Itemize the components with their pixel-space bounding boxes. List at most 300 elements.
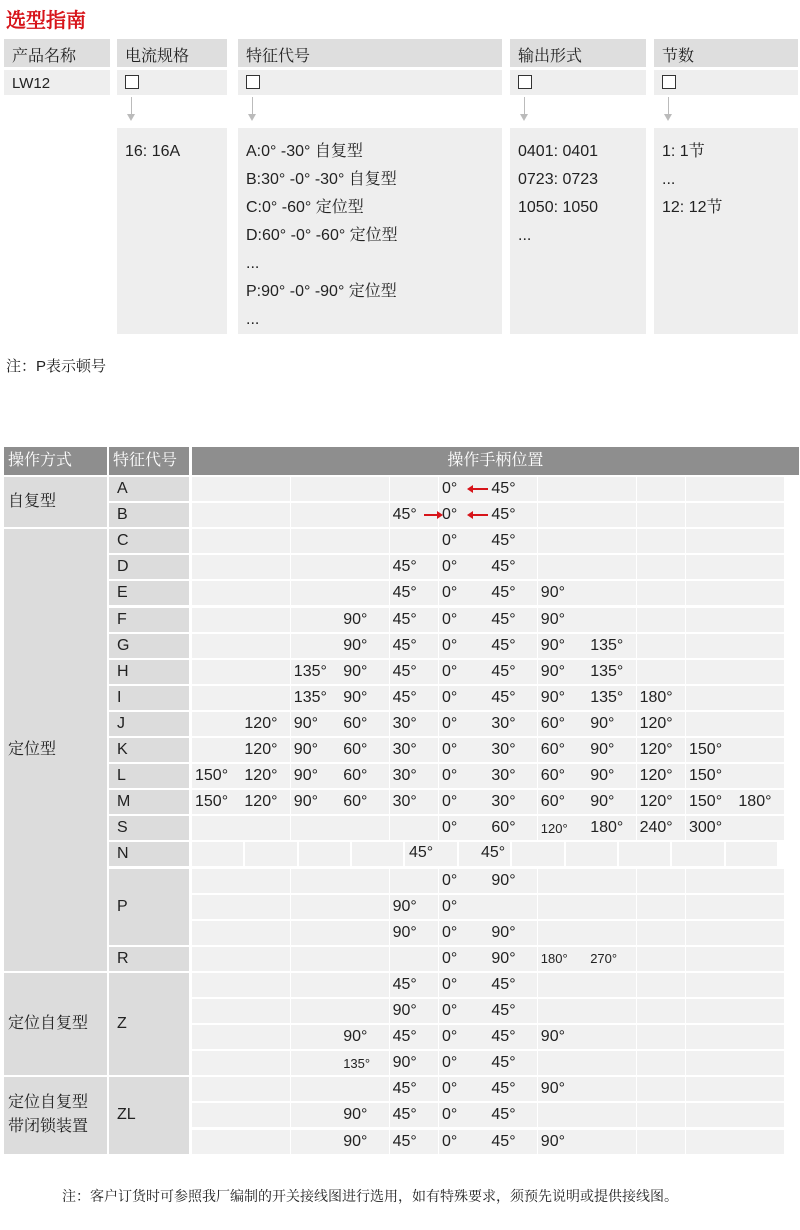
connector-line	[131, 97, 132, 115]
option-line: 16: 16A	[125, 143, 181, 160]
position-cell: 90°	[587, 764, 636, 788]
position-cell: 300°	[686, 816, 735, 840]
option-line: C:0° -60° 定位型	[246, 199, 364, 216]
value-current-spec	[117, 70, 227, 95]
position-cell: 45°	[488, 1103, 537, 1127]
position-cell	[587, 1077, 636, 1101]
feature-code-cell: K	[109, 738, 189, 762]
position-cell: 180°	[735, 790, 784, 814]
connector-line	[668, 97, 669, 115]
position-cell: 120°	[637, 790, 686, 814]
position-cell	[735, 816, 784, 840]
position-cell: 45°	[488, 999, 537, 1023]
position-cell: 60°	[340, 764, 389, 788]
position-cell: 60°	[538, 712, 587, 736]
position-cell: 30°	[488, 790, 537, 814]
position-cell: 90°	[291, 790, 340, 814]
position-cell: 0°	[439, 503, 488, 527]
position-cell	[686, 869, 735, 893]
position-cell: 0°	[439, 608, 488, 632]
position-cell	[637, 581, 686, 605]
position-cell	[192, 973, 241, 997]
position-cell	[291, 529, 340, 553]
position-cell: 45°	[390, 973, 439, 997]
position-cell	[587, 1130, 636, 1154]
position-cell: 90°	[291, 738, 340, 762]
position-cell	[735, 764, 784, 788]
position-cell	[686, 503, 735, 527]
position-cell: 0°	[439, 686, 488, 710]
position-cell	[192, 634, 241, 658]
position-cell	[735, 660, 784, 684]
down-arrow-icon	[127, 114, 135, 121]
position-cell: 45°	[488, 555, 537, 579]
position-cell: 45°	[488, 1077, 537, 1101]
position-cell	[291, 477, 340, 501]
position-cell	[192, 1130, 241, 1154]
table-header-feature-code: 特征代号	[109, 447, 189, 475]
position-cell	[241, 1051, 290, 1075]
position-cell: 30°	[390, 712, 439, 736]
position-cell	[192, 581, 241, 605]
position-cell	[686, 1077, 735, 1101]
position-cell	[735, 634, 784, 658]
product-value: LW12	[4, 70, 110, 95]
position-cell	[291, 503, 340, 527]
position-cell	[192, 608, 241, 632]
position-cell	[587, 973, 636, 997]
feature-code-cell: N	[109, 842, 189, 866]
position-cell	[241, 869, 290, 893]
position-cell: 120°	[241, 790, 290, 814]
position-cell: 0°	[439, 764, 488, 788]
position-cell: 0°	[439, 1025, 488, 1049]
position-cell	[735, 1130, 784, 1154]
option-line: P:90° -0° -90° 定位型	[246, 283, 397, 300]
value-feature-code	[238, 70, 502, 95]
position-cell	[241, 555, 290, 579]
position-cell	[637, 529, 686, 553]
position-cell: 45°	[488, 529, 537, 553]
position-cell	[340, 555, 389, 579]
position-cell: 0°	[439, 477, 488, 501]
position-cell	[735, 503, 784, 527]
position-cell: 60°	[340, 712, 389, 736]
position-cell: 240°	[637, 816, 686, 840]
position-cell	[488, 895, 537, 919]
position-cell	[192, 869, 241, 893]
position-cell	[192, 999, 241, 1023]
feature-code-cell: F	[109, 608, 189, 632]
position-cell: 90°	[390, 999, 439, 1023]
position-cell: 120°	[241, 764, 290, 788]
position-cell: 60°	[538, 790, 587, 814]
position-cell: 120°	[538, 816, 587, 840]
feature-code-cell: L	[109, 764, 189, 788]
position-cell	[291, 581, 340, 605]
header-feature-code: 特征代号	[238, 39, 502, 67]
position-cell	[637, 555, 686, 579]
position-cell: 45°	[488, 634, 537, 658]
position-cell: 90°	[538, 608, 587, 632]
operation-mode-cell: 定位型	[4, 529, 107, 971]
position-cell	[299, 842, 350, 866]
position-cell	[291, 999, 340, 1023]
page-title: 选型指南	[6, 10, 86, 32]
placeholder-box-icon	[125, 75, 139, 89]
position-cell: 45°	[390, 686, 439, 710]
position-cell: 0°	[439, 895, 488, 919]
position-cell: 150°	[192, 764, 241, 788]
position-cell	[291, 608, 340, 632]
placeholder-box-icon	[662, 75, 676, 89]
position-cell	[340, 581, 389, 605]
position-cell	[291, 921, 340, 945]
position-cell	[686, 660, 735, 684]
feature-code-cell: R	[109, 947, 189, 971]
position-cell	[637, 1130, 686, 1154]
position-cell: 120°	[241, 712, 290, 736]
position-cell	[686, 634, 735, 658]
position-cell: 0°	[439, 1051, 488, 1075]
position-cell	[686, 686, 735, 710]
position-cell	[686, 1130, 735, 1154]
current-options	[117, 128, 227, 334]
option-line: ...	[246, 255, 260, 272]
position-cell	[291, 869, 340, 893]
position-cell	[686, 1051, 735, 1075]
position-cell	[637, 895, 686, 919]
position-cell: 120°	[241, 738, 290, 762]
option-line: ...	[246, 311, 260, 328]
position-cell: 90°	[340, 1103, 389, 1127]
position-cell: 60°	[340, 738, 389, 762]
position-cell	[735, 608, 784, 632]
position-cell: 150°	[192, 790, 241, 814]
connector-line	[524, 97, 525, 115]
position-cell: 90°	[538, 686, 587, 710]
position-cell	[241, 947, 290, 971]
position-cell: 0°	[439, 712, 488, 736]
position-cell	[241, 895, 290, 919]
position-cell	[291, 1103, 340, 1127]
position-cell: 90°	[340, 608, 389, 632]
table-header-handle-position: 操作手柄位置	[192, 447, 799, 475]
position-cell	[291, 1077, 340, 1101]
position-cell	[352, 842, 403, 866]
feature-code-cell: B	[109, 503, 189, 527]
position-cell	[192, 1077, 241, 1101]
position-cell: 60°	[488, 816, 537, 840]
position-cell: 90°	[340, 1025, 389, 1049]
position-cell	[637, 1051, 686, 1075]
position-cell	[192, 686, 241, 710]
operation-mode-cell: 定位自复型	[4, 973, 107, 1075]
position-cell	[192, 477, 241, 501]
position-cell	[538, 869, 587, 893]
position-cell	[241, 581, 290, 605]
position-cell: 0°	[439, 869, 488, 893]
section-options	[654, 128, 798, 334]
position-cell	[637, 1103, 686, 1127]
position-cell: 0°	[439, 816, 488, 840]
position-cell: 30°	[390, 790, 439, 814]
position-cell: 45°	[488, 608, 537, 632]
position-cell	[241, 999, 290, 1023]
position-cell	[340, 816, 389, 840]
position-cell: 90°	[340, 634, 389, 658]
position-cell	[192, 1051, 241, 1075]
option-line: ...	[518, 227, 532, 244]
position-cell: 90°	[340, 686, 389, 710]
position-cell: 90°	[390, 921, 439, 945]
position-cell	[735, 999, 784, 1023]
position-cell: 0°	[439, 738, 488, 762]
note-top: 注：P表示顿号	[6, 358, 107, 375]
position-cell: 270°	[587, 947, 636, 971]
position-cell: 45°	[488, 477, 537, 501]
position-cell	[192, 529, 241, 553]
position-cell: 30°	[488, 764, 537, 788]
position-cell: 0°	[439, 1130, 488, 1154]
position-cell	[291, 895, 340, 919]
position-cell	[241, 1077, 290, 1101]
position-cell: 0°	[439, 634, 488, 658]
option-line: D:60° -0° -60° 定位型	[246, 227, 398, 244]
position-cell	[192, 712, 241, 736]
position-cell: 30°	[390, 764, 439, 788]
position-cell: 30°	[488, 712, 537, 736]
position-cell	[686, 947, 735, 971]
position-cell	[340, 921, 389, 945]
position-cell	[340, 503, 389, 527]
position-cell: 90°	[587, 712, 636, 736]
feature-options	[238, 128, 502, 334]
position-cell	[637, 608, 686, 632]
position-cell	[291, 555, 340, 579]
position-cell	[192, 842, 243, 866]
position-cell	[686, 973, 735, 997]
feature-code-cell: C	[109, 529, 189, 553]
position-cell: 135°	[587, 660, 636, 684]
position-cell	[686, 921, 735, 945]
position-cell	[735, 738, 784, 762]
placeholder-box-icon	[518, 75, 532, 89]
position-cell	[291, 634, 340, 658]
position-cell: 135°	[340, 1051, 389, 1075]
return-arrow-icon	[424, 514, 438, 516]
position-cell	[735, 921, 784, 945]
position-cell	[637, 869, 686, 893]
position-cell: 90°	[538, 581, 587, 605]
position-cell: 45°	[488, 581, 537, 605]
position-cell	[587, 869, 636, 893]
position-cell	[192, 660, 241, 684]
operation-table	[4, 447, 790, 1162]
position-cell	[192, 555, 241, 579]
position-cell	[241, 973, 290, 997]
position-cell	[340, 869, 389, 893]
option-line: 0401: 0401	[518, 143, 599, 160]
position-cell	[340, 973, 389, 997]
position-cell: 135°	[587, 686, 636, 710]
position-cell	[241, 816, 290, 840]
return-arrow-icon	[472, 488, 488, 490]
feature-code-cell: D	[109, 555, 189, 579]
position-cell	[587, 921, 636, 945]
position-cell	[340, 1077, 389, 1101]
position-cell	[340, 529, 389, 553]
position-cell	[340, 895, 389, 919]
position-cell	[726, 842, 777, 866]
position-cell: 45°	[390, 1077, 439, 1101]
position-cell	[241, 477, 290, 501]
position-cell	[637, 973, 686, 997]
position-cell	[587, 1103, 636, 1127]
position-cell	[538, 555, 587, 579]
value-section-count	[654, 70, 798, 95]
position-cell	[340, 477, 389, 501]
position-cell: 180°	[587, 816, 636, 840]
position-cell	[587, 1051, 636, 1075]
position-cell	[587, 529, 636, 553]
option-line: 1050: 1050	[518, 199, 599, 216]
output-options	[510, 128, 646, 334]
position-cell: 45°	[390, 555, 439, 579]
position-cell: 90°	[340, 660, 389, 684]
position-cell: 45°	[390, 1130, 439, 1154]
position-cell	[241, 634, 290, 658]
position-cell	[192, 503, 241, 527]
position-cell	[735, 1025, 784, 1049]
position-cell	[241, 503, 290, 527]
position-cell	[735, 529, 784, 553]
position-cell	[637, 1077, 686, 1101]
operation-mode-cell: 自复型	[4, 477, 107, 527]
feature-code-cell: S	[109, 816, 189, 840]
position-cell: 60°	[538, 738, 587, 762]
position-cell: 45°	[488, 686, 537, 710]
option-line: A:0° -30° 自复型	[246, 143, 363, 160]
position-cell	[637, 947, 686, 971]
position-cell	[587, 555, 636, 579]
position-cell	[686, 555, 735, 579]
position-cell: 60°	[340, 790, 389, 814]
value-output-form	[510, 70, 646, 95]
header-section-count: 节数	[654, 39, 798, 67]
feature-code-cell: E	[109, 581, 189, 605]
feature-code-cell: Z	[109, 973, 189, 1075]
position-cell: 30°	[390, 738, 439, 762]
position-cell: 45°	[390, 503, 439, 527]
position-cell: 90°	[291, 712, 340, 736]
position-cell: 90°	[538, 1025, 587, 1049]
position-cell	[241, 1025, 290, 1049]
position-cell: 90°	[538, 634, 587, 658]
feature-code-cell: H	[109, 660, 189, 684]
position-cell: 90°	[488, 869, 537, 893]
position-cell	[735, 1051, 784, 1075]
position-cell	[686, 712, 735, 736]
position-cell: 45°	[390, 581, 439, 605]
position-cell	[192, 921, 241, 945]
position-cell: 30°	[488, 738, 537, 762]
position-cell	[686, 895, 735, 919]
position-cell: 90°	[488, 921, 537, 945]
position-cell	[587, 581, 636, 605]
position-cell	[637, 503, 686, 527]
position-cell: 180°	[637, 686, 686, 710]
position-cell	[241, 921, 290, 945]
position-cell: 45°	[488, 973, 537, 997]
position-cell: 0°	[439, 660, 488, 684]
position-cell	[291, 1130, 340, 1154]
placeholder-box-icon	[246, 75, 260, 89]
position-cell	[512, 842, 563, 866]
position-cell: 0°	[439, 790, 488, 814]
position-cell	[241, 1130, 290, 1154]
position-cell	[538, 973, 587, 997]
position-cell: 90°	[340, 1130, 389, 1154]
position-cell	[245, 842, 296, 866]
position-cell: 90°	[291, 764, 340, 788]
down-arrow-icon	[248, 114, 256, 121]
position-cell	[241, 660, 290, 684]
position-cell	[686, 1025, 735, 1049]
position-cell	[735, 895, 784, 919]
position-cell	[538, 503, 587, 527]
position-cell	[686, 529, 735, 553]
position-cell	[619, 842, 670, 866]
position-cell	[587, 999, 636, 1023]
position-cell	[587, 503, 636, 527]
position-cell	[686, 581, 735, 605]
position-cell: 0°	[439, 1103, 488, 1127]
position-cell	[566, 842, 617, 866]
position-cell	[672, 842, 723, 866]
position-cell	[637, 921, 686, 945]
position-cell	[686, 999, 735, 1023]
option-line: 12: 12节	[662, 199, 723, 216]
return-arrow-icon	[472, 514, 488, 516]
position-cell	[192, 1103, 241, 1127]
option-line: B:30° -0° -30° 自复型	[246, 171, 397, 188]
position-cell	[390, 816, 439, 840]
position-cell: 45°	[390, 1025, 439, 1049]
position-cell: 90°	[538, 1130, 587, 1154]
position-cell	[637, 999, 686, 1023]
position-cell	[538, 921, 587, 945]
position-cell	[735, 869, 784, 893]
position-cell	[291, 973, 340, 997]
position-cell	[686, 477, 735, 501]
position-cell	[735, 947, 784, 971]
position-cell: 150°	[686, 790, 735, 814]
position-cell	[735, 712, 784, 736]
position-cell	[291, 816, 340, 840]
feature-code-cell: J	[109, 712, 189, 736]
position-cell	[192, 816, 241, 840]
position-cell	[538, 1051, 587, 1075]
position-cell: 90°	[587, 738, 636, 762]
position-cell	[735, 1103, 784, 1127]
position-cell: 0°	[439, 555, 488, 579]
table-header-operation-mode: 操作方式	[4, 447, 107, 475]
position-cell: 0°	[439, 1077, 488, 1101]
feature-code-cell: A	[109, 477, 189, 501]
position-cell: 0°	[439, 581, 488, 605]
option-line: 0723: 0723	[518, 171, 599, 188]
